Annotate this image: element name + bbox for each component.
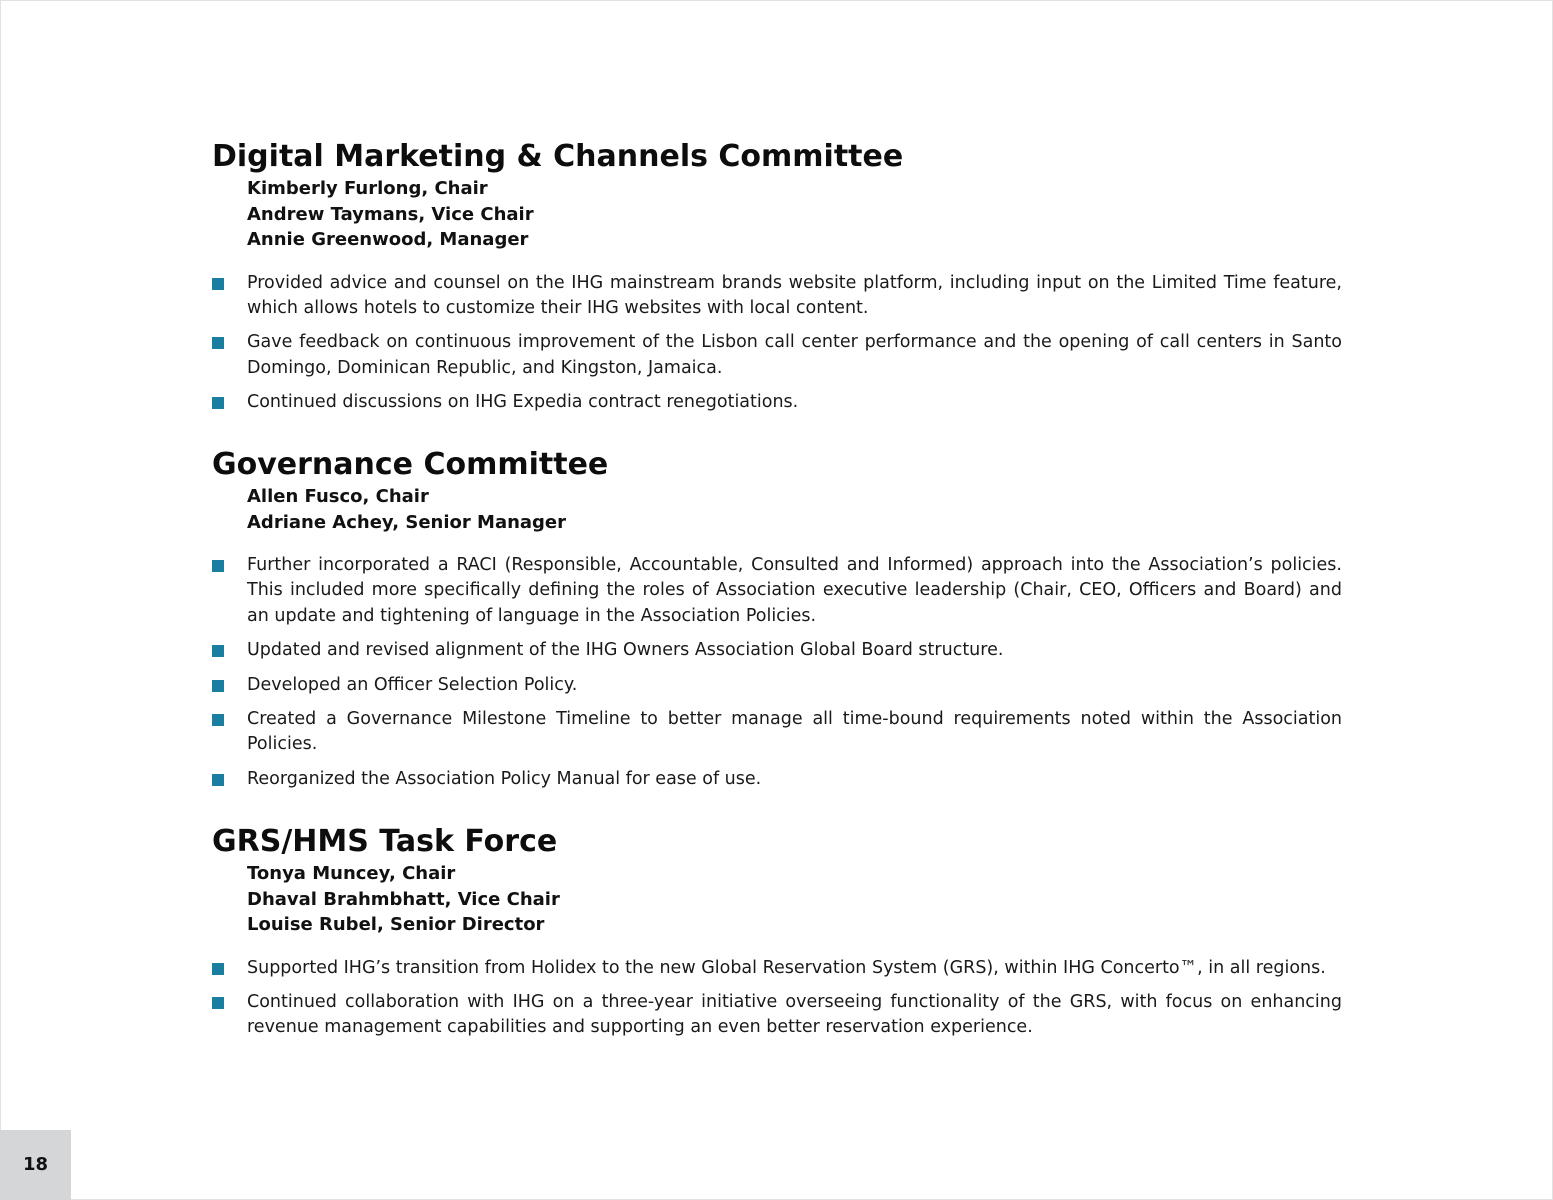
bullet-item [212, 553, 1342, 629]
square-bullet-icon [212, 560, 224, 572]
bullet-list [212, 271, 1342, 416]
section-digital-marketing [212, 138, 1342, 425]
square-bullet-icon [212, 278, 224, 290]
people-list [247, 176, 1342, 253]
person-name: Andrew Taymans, Vice Chair [247, 203, 534, 225]
section-title: Governance Committee [212, 447, 609, 482]
section-title: GRS/HMS Task Force [212, 824, 558, 859]
section-title: Digital Marketing & Channels Committee [212, 139, 904, 174]
person-name: Annie Greenwood, Manager [247, 229, 529, 250]
square-bullet-icon [212, 645, 224, 657]
bullet-text: Continued discussions on IHG Expedia contract renegotiations. [247, 392, 799, 413]
bullet-text: Further incorporated a RACI (Responsible, Accountable, Consulted and Informed) approach into the Association’s policies. This included more specifically defining the roles of Association executive leadership (Chair, CEO, Officers and Board) and an update and tightening of language in the Association Policies. [247, 555, 1342, 626]
person-name: Tonya Muncey, Chair [247, 863, 456, 884]
bullet-item [212, 330, 1342, 381]
people-list [247, 861, 1342, 938]
square-bullet-icon [212, 997, 224, 1009]
bullet-text: Reorganized the Association Policy Manual for ease of use. [247, 768, 762, 789]
section-governance [212, 446, 1342, 801]
bullet-text: Created a Governance Milestone Timeline to better manage all time-bound requirements noted within the Association Policies. [247, 709, 1342, 755]
square-bullet-icon [212, 337, 224, 349]
square-bullet-icon [212, 397, 224, 409]
bullet-item [212, 707, 1342, 758]
bullet-item [212, 390, 1342, 415]
person-name: Adriane Achey, Senior Manager [247, 511, 567, 533]
bullet-item [212, 956, 1342, 981]
person-name: Dhaval Brahmbhatt, Vice Chair [247, 888, 560, 910]
bullet-item [212, 767, 1342, 792]
bullet-list [212, 956, 1342, 1041]
bullet-item [212, 638, 1342, 663]
bullet-text: Updated and revised alignment of the IHG Owners Association Global Board structure. [247, 640, 1004, 661]
square-bullet-icon [212, 963, 224, 975]
page-number-tab [0, 1130, 71, 1200]
section-grs-hms [212, 823, 1342, 1050]
person-name: Allen Fusco, Chair [247, 486, 429, 507]
bullet-text: Gave feedback on continuous improvement of the Lisbon call center performance and the opening of call centers in Santo Domingo, Dominican Republic, and Kingston, Jamaica. [247, 332, 1342, 378]
page-number: 18 [22, 1154, 49, 1175]
square-bullet-icon [212, 774, 224, 786]
bullet-item [212, 990, 1342, 1041]
bullet-text: Provided advice and counsel on the IHG mainstream brands website platform, including input on the Limited Time feature, which allows hotels to customize their IHG websites with local content. [247, 272, 1342, 318]
person-name: Kimberly Furlong, Chair [247, 178, 488, 199]
bullet-text: Supported IHG’s transition from Holidex to the new Global Reservation System (GRS), within IHG Concerto™, in all regions. [247, 957, 1326, 978]
square-bullet-icon [212, 680, 224, 692]
bullet-text: Continued collaboration with IHG on a three-year initiative overseeing functionality of the GRS, with focus on enhancing revenue management capabilities and supporting an even better reservation experience. [247, 991, 1342, 1038]
person-name: Louise Rubel, Senior Director [247, 914, 545, 935]
square-bullet-icon [212, 714, 224, 726]
bullet-text: Developed an Officer Selection Policy. [247, 674, 578, 695]
bullet-item [212, 673, 1342, 698]
bullet-list [212, 553, 1342, 792]
bullet-item [212, 271, 1342, 322]
people-list [247, 484, 1342, 535]
